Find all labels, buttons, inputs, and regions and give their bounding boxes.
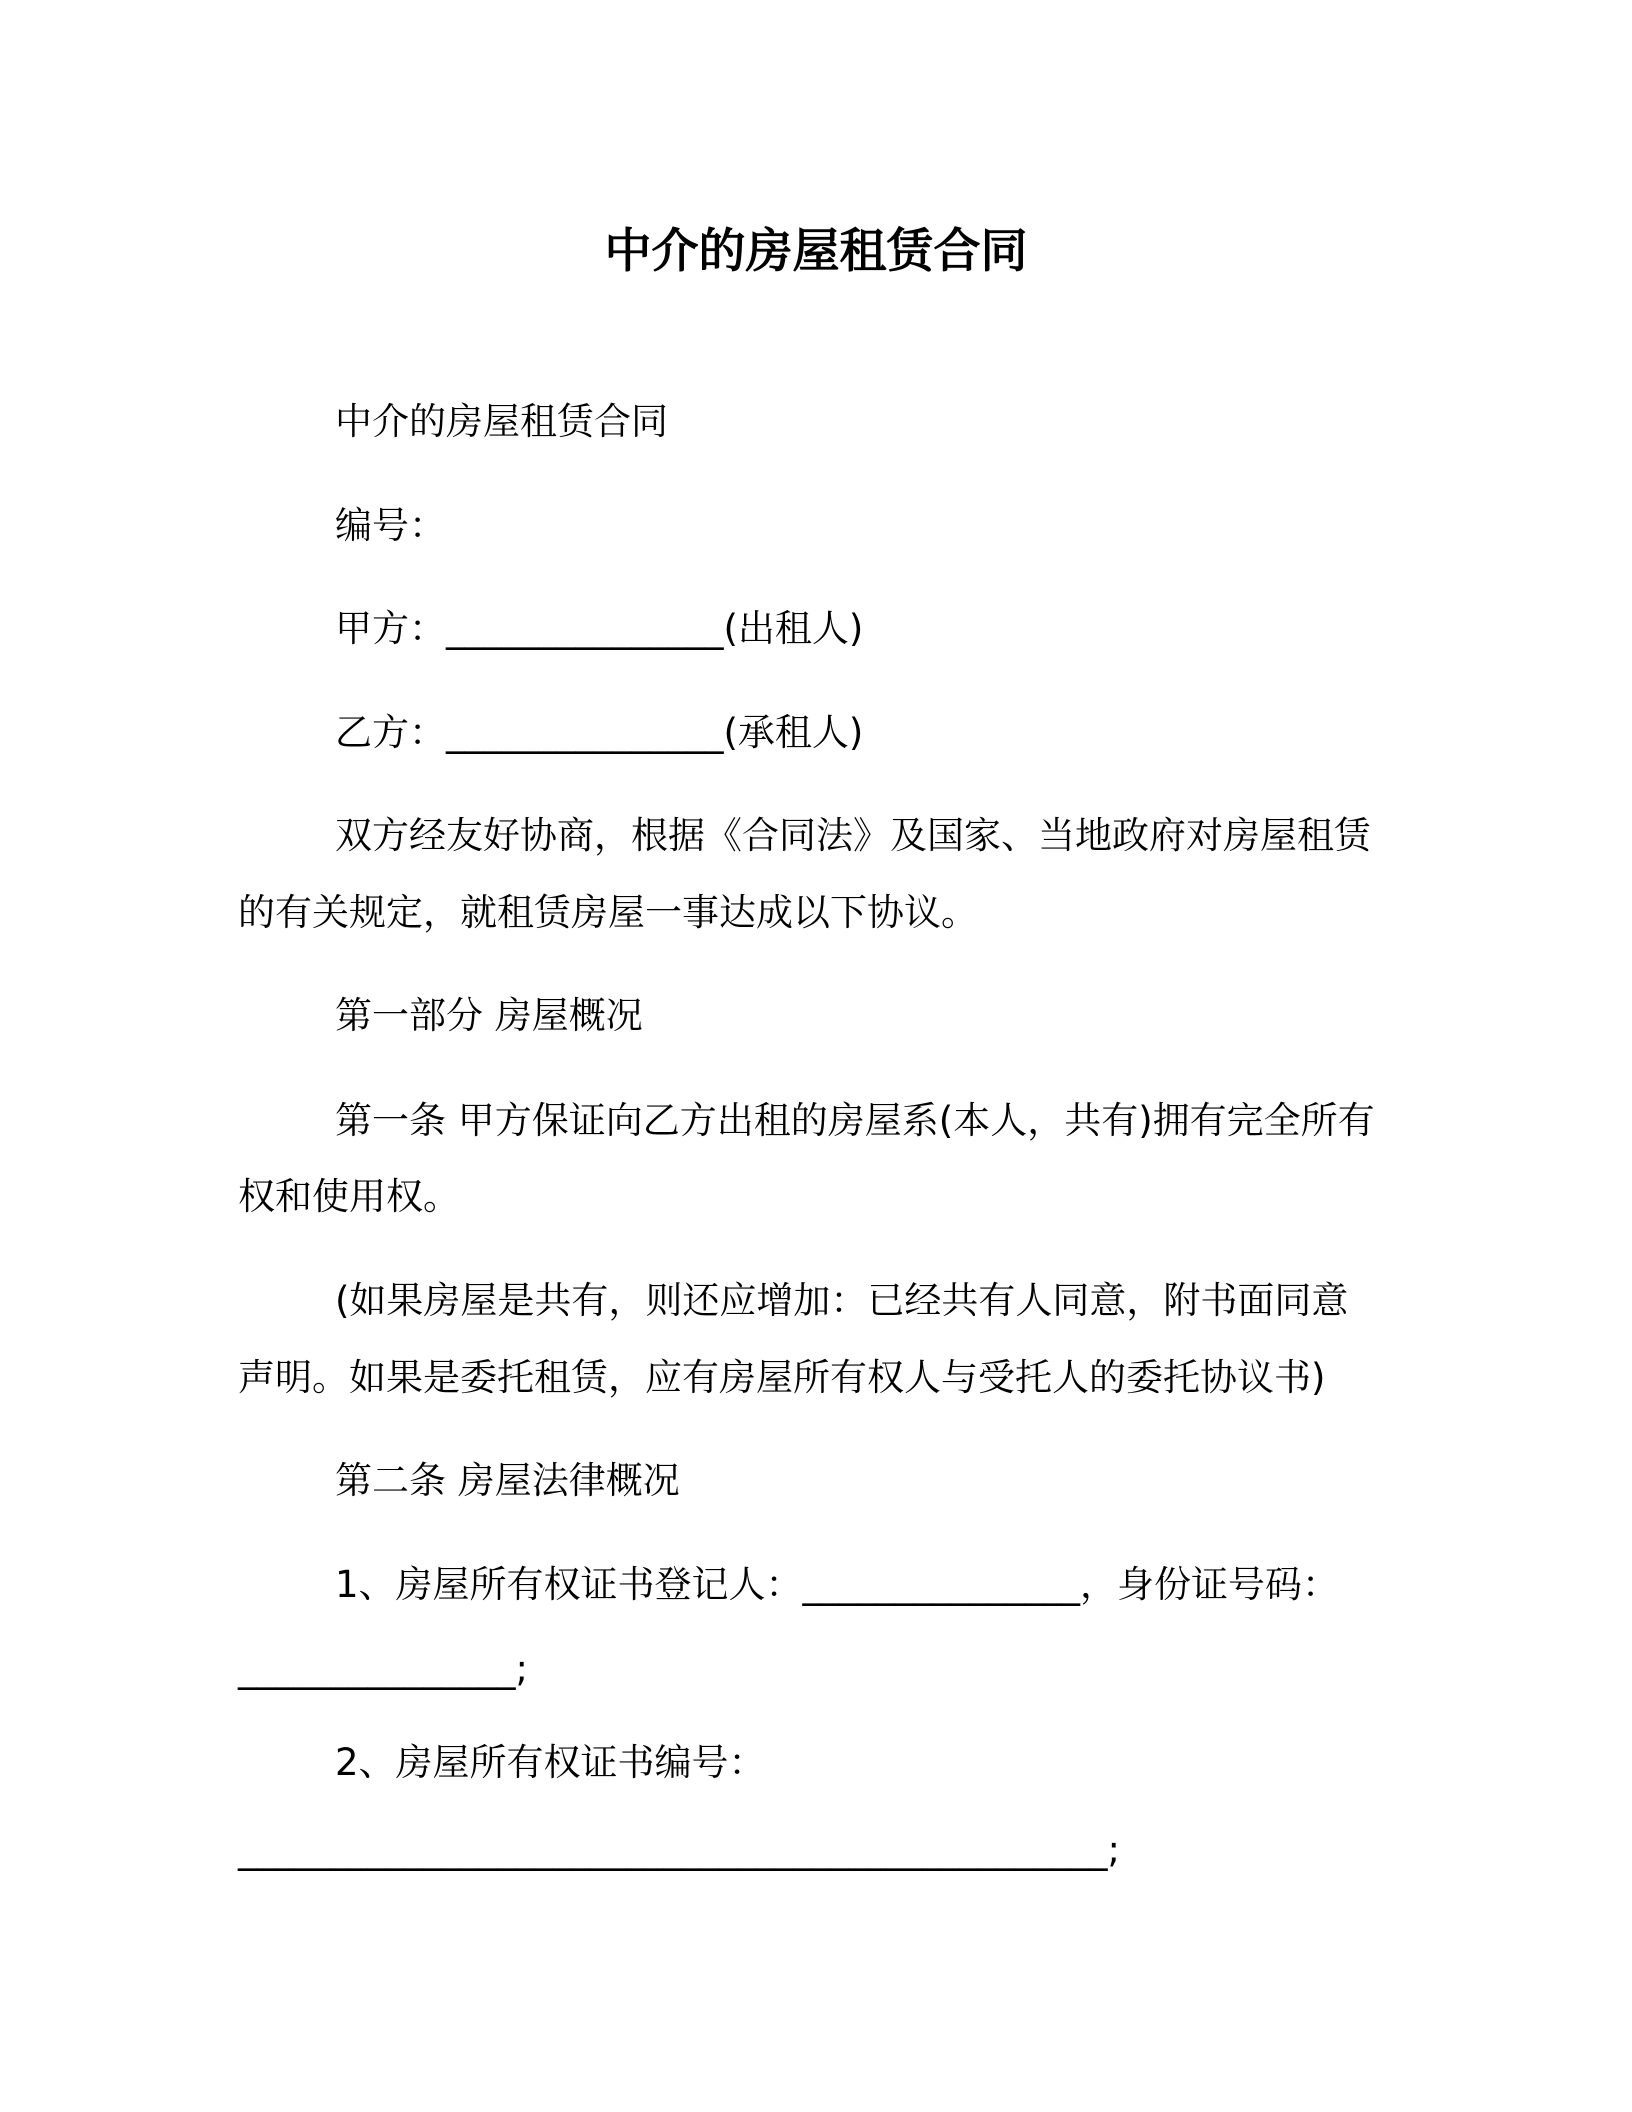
party-a-line bbox=[335, 605, 863, 653]
article1-line-2: 权和使用权。 bbox=[238, 1175, 460, 1218]
item1-end: ; bbox=[515, 1647, 528, 1690]
number-label: 编号： bbox=[335, 504, 446, 547]
article2-heading: 第二条 房屋法律概况 bbox=[335, 1459, 680, 1502]
document-title: 中介的房屋租赁合同 bbox=[604, 224, 1028, 279]
part1-heading: 第一部分 房屋概况 bbox=[335, 994, 643, 1037]
party-a-label: 甲方： bbox=[335, 607, 446, 650]
item1-line-1 bbox=[335, 1561, 1339, 1609]
party-b-blank: _______________ bbox=[446, 711, 724, 754]
item1-line-2 bbox=[238, 1645, 528, 1693]
note-line-2: 声明。如果是委托租赁，应有房屋所有权人与受托人的委托协议书) bbox=[238, 1356, 1326, 1399]
intro-line-1: 双方经友好协商，根据《合同法》及国家、当地政府对房屋租赁 bbox=[335, 814, 1371, 857]
intro-line-2: 的有关规定，就租赁房屋一事达成以下协议。 bbox=[238, 891, 978, 934]
item1-blank-a: _______________ bbox=[802, 1563, 1081, 1606]
item1-text-a: 1、房屋所有权证书登记人： bbox=[335, 1563, 803, 1606]
party-b-label: 乙方： bbox=[335, 711, 446, 754]
item2-end: ; bbox=[1107, 1828, 1120, 1871]
item1-text-b: ，身份证号码： bbox=[1080, 1563, 1340, 1606]
party-a-blank: _______________ bbox=[446, 607, 724, 650]
item2-blank: _______________________________________________ bbox=[238, 1828, 1108, 1871]
article1-line-1: 第一条 甲方保证向乙方出租的房屋系(本人，共有)拥有完全所有 bbox=[335, 1099, 1375, 1142]
party-b-line bbox=[335, 709, 863, 757]
party-b-role: (承租人) bbox=[723, 711, 864, 754]
item1-blank-b: _______________ bbox=[238, 1647, 516, 1690]
item2-line-1: 2、房屋所有权证书编号： bbox=[335, 1741, 766, 1784]
note-line-1: (如果房屋是共有，则还应增加：已经共有人同意，附书面同意 bbox=[335, 1279, 1349, 1322]
item2-line-2 bbox=[238, 1826, 1120, 1874]
party-a-role: (出租人) bbox=[723, 607, 864, 650]
document-subtitle: 中介的房屋租赁合同 bbox=[335, 400, 668, 443]
